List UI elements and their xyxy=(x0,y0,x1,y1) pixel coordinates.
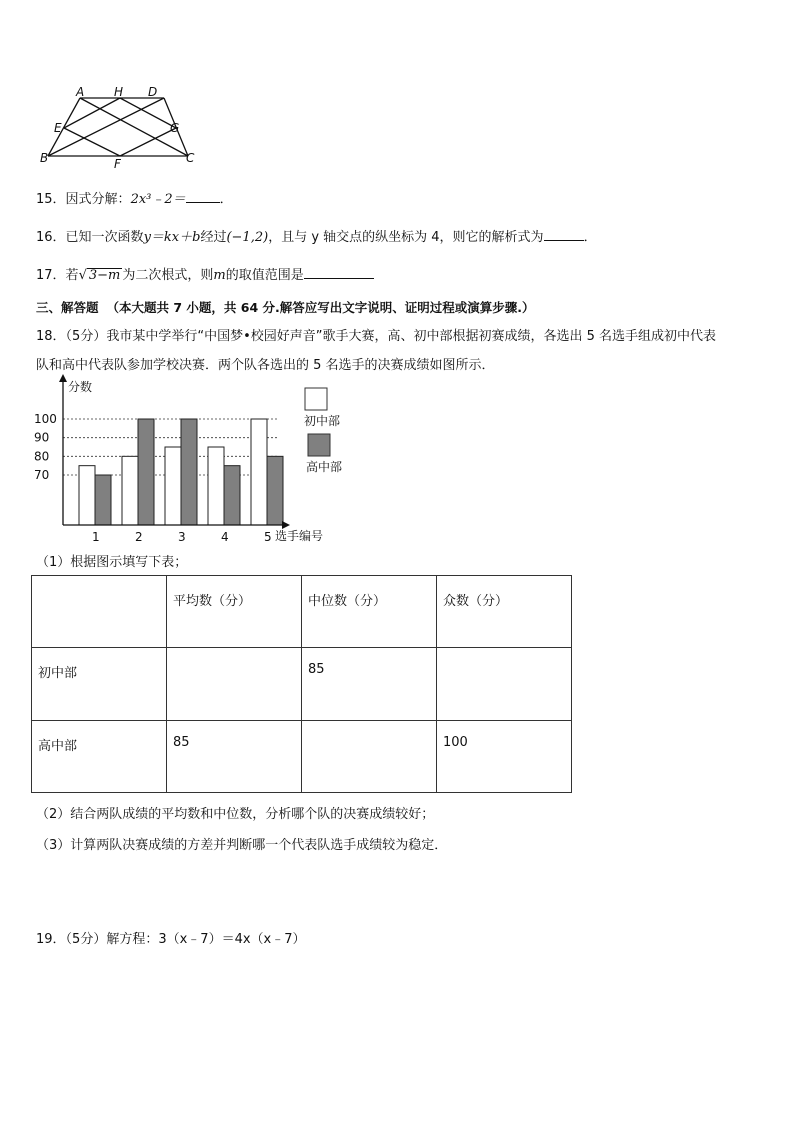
label-D: D xyxy=(148,85,158,99)
x-tick-label: 4 xyxy=(221,530,229,544)
x-axis-label: 选手编号 xyxy=(275,529,324,543)
q16-point: (−1,2) xyxy=(226,230,269,245)
table-row xyxy=(32,648,572,721)
q18-line2 xyxy=(36,354,495,373)
bar-junior-3 xyxy=(165,447,181,525)
x-tick-label: 2 xyxy=(135,530,143,544)
q16-answer-blank[interactable] xyxy=(544,227,584,241)
legend-swatch-junior xyxy=(305,388,327,410)
label-A: A xyxy=(76,85,85,99)
table-cell: 100 xyxy=(437,721,572,793)
q18-sub3 xyxy=(36,834,447,853)
table-header-row xyxy=(32,576,572,648)
bar-junior-5 xyxy=(251,419,267,525)
q16-number: 16． xyxy=(36,230,66,245)
q18-text-line1: 我市某中学举行“中国梦•校园好声音”歌手大赛，高、初中部根据初赛成绩，各选出 5 名选手组成初中代表 xyxy=(106,329,717,344)
bar-senior-2 xyxy=(138,419,154,525)
table-row-label: 初中部 xyxy=(32,648,167,721)
table-cell: 85 xyxy=(302,648,437,721)
bar-junior-4 xyxy=(208,447,224,525)
q15-text: 因式分解： xyxy=(65,192,131,207)
q17-text2: 为二次根式，则 xyxy=(122,268,214,283)
q16-function: y＝kx＋b xyxy=(143,230,201,245)
q17-answer-blank[interactable] xyxy=(304,265,374,279)
q15-answer-blank[interactable] xyxy=(186,189,220,203)
q17-text1: 若 xyxy=(65,268,79,283)
y-tick-label: 80 xyxy=(34,449,50,464)
y-tick-label: 70 xyxy=(34,468,50,482)
question-17 xyxy=(36,264,374,283)
q18-sub2-text: （2）结合两队成绩的平均数和中位数，分析哪个队的决赛成绩较好； xyxy=(36,807,435,822)
question-15 xyxy=(36,188,233,207)
trapezoid-figure xyxy=(36,84,206,170)
y-tick-label: 90 xyxy=(34,430,50,445)
table-cell[interactable] xyxy=(302,721,437,793)
legend-label-junior: 初中部 xyxy=(304,414,341,428)
table-cell[interactable] xyxy=(167,648,302,721)
q15-number: 15． xyxy=(36,192,66,207)
q19-text: 解方程：3（x﹣7）＝4x（x﹣7） xyxy=(106,932,306,947)
q18-sub1-text: （1）根据图示填写下表； xyxy=(36,555,188,570)
label-H: H xyxy=(114,85,124,99)
score-table xyxy=(31,575,572,793)
q18-sub3-text: （3）计算两队决赛成绩的方差并判断哪一个代表队选手成绩较为稳定． xyxy=(36,838,448,853)
q16-end: ． xyxy=(583,230,597,245)
bar-junior-1 xyxy=(79,466,95,525)
q16-text3: ，且与 y 轴交点的纵坐标为 4，则它的解析式为 xyxy=(268,230,544,245)
x-tick-label: 5 xyxy=(264,530,272,544)
table-header-cell: 中位数（分） xyxy=(302,576,437,648)
section-3-note: （本大题共 7 小题，共 64 分.解答应写出文字说明、证明过程或演算步骤.） xyxy=(106,300,535,315)
table-header-cell: 众数（分） xyxy=(437,576,572,648)
q18-text-line2: 队和高中代表队参加学校决赛．两个队各选出的 5 名选手的决赛成绩如图所示． xyxy=(36,358,495,373)
q18-sub1 xyxy=(36,551,187,570)
table-header-cell: 平均数（分） xyxy=(167,576,302,648)
section-3-heading xyxy=(36,298,535,316)
x-tick-label: 3 xyxy=(178,530,186,544)
q17-text3: 的取值范围是 xyxy=(225,268,304,283)
q15-expression: 2x³﹣2＝ xyxy=(130,192,186,207)
question-16 xyxy=(36,226,597,245)
y-axis-arrow xyxy=(59,374,67,382)
table-cell[interactable] xyxy=(437,648,572,721)
q17-number: 17． xyxy=(36,268,66,283)
y-axis-label: 分数 xyxy=(68,380,93,394)
q17-var: m xyxy=(213,268,226,283)
q18-line1 xyxy=(36,325,716,344)
bar-senior-1 xyxy=(95,475,111,525)
label-C: C xyxy=(186,151,195,165)
q19-number: 19．（5分） xyxy=(36,932,107,947)
bar-junior-2 xyxy=(122,456,138,525)
q18-number: 18．（5分） xyxy=(36,329,107,344)
table-header-cell xyxy=(32,576,167,648)
table-row xyxy=(32,721,572,793)
radical-sign: √ xyxy=(78,268,87,283)
label-B: B xyxy=(40,151,49,165)
bar-senior-4 xyxy=(224,466,240,525)
q16-text2: 经过 xyxy=(200,230,227,245)
label-G: G xyxy=(170,121,180,135)
label-E: E xyxy=(54,121,62,135)
label-F: F xyxy=(114,157,121,170)
question-19 xyxy=(36,928,306,947)
section-3-title: 三、解答题 xyxy=(36,300,99,315)
score-bar-chart xyxy=(28,372,358,548)
table-row-label: 高中部 xyxy=(32,721,167,793)
legend-swatch-senior xyxy=(308,434,330,456)
x-axis-arrow xyxy=(282,521,290,529)
bar-senior-5 xyxy=(267,456,283,525)
legend-label-senior: 高中部 xyxy=(306,460,343,474)
y-tick-label: 100 xyxy=(34,412,57,426)
x-tick-label: 1 xyxy=(92,530,100,544)
q15-end: ． xyxy=(219,192,233,207)
q16-text1: 已知一次函数 xyxy=(65,230,144,245)
table-cell: 85 xyxy=(167,721,302,793)
q17-radical: 3−m xyxy=(88,268,121,283)
bar-senior-3 xyxy=(181,419,197,525)
q18-sub2 xyxy=(36,803,434,822)
